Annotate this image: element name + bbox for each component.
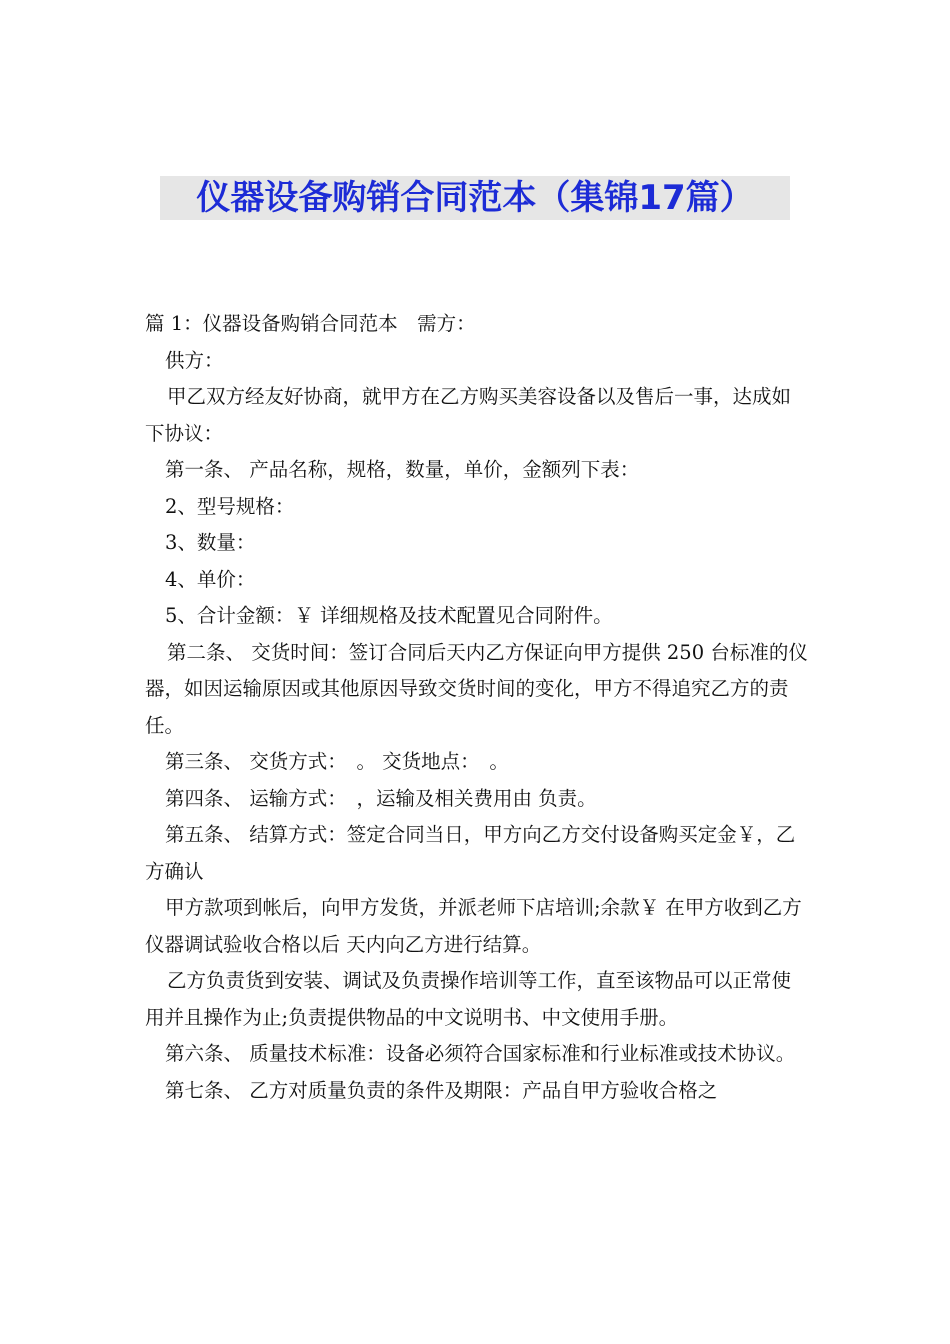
paragraph-7: 4、单价：: [165, 567, 256, 591]
paragraph-3: 甲乙双方经友好协商，就甲方在乙方购买美容设备以及售后一事，达成如下协议：: [145, 385, 792, 445]
paragraph-16: 第七条、 乙方对质量负责的条件及期限：产品自甲方验收合格之: [165, 1078, 718, 1102]
paragraph-11: 第四条、 运输方式： ，运输及相关费用由 负责。: [165, 786, 597, 810]
paragraph-5: 2、型号规格：: [165, 494, 295, 518]
document-body: [145, 306, 810, 1109]
paragraph-9: 第二条、 交货时间：签订合同后天内乙方保证向甲方提供 250 台标准的仪器，如因运输原因或其他原因导致交货时间的变化，甲方不得追究乙方的责任。: [145, 640, 808, 737]
document-title: 仪器设备购销合同范本（集锦17篇）: [196, 178, 754, 218]
paragraph-15: 第六条、 质量技术标准：设备必须符合国家标准和行业标准或技术协议。: [165, 1042, 796, 1065]
paragraph-10: 第三条、 交货方式： 。 交货地点： 。: [165, 750, 509, 773]
paragraph-4: 第一条、 产品名称，规格，数量，单价，金额列下表：: [165, 458, 640, 481]
paragraph-1: 篇 1：仪器设备购销合同范本 需方：: [145, 312, 476, 335]
paragraph-12: 第五条、 结算方式：签定合同当日，甲方向乙方交付设备购买定金￥，乙方确认: [145, 823, 796, 883]
paragraph-6: 3、数量：: [165, 531, 256, 554]
paragraph-13: 甲方款项到帐后，向甲方发货，并派老师下店培训;余款￥ 在甲方收到乙方仪器调试验收合格以后 天内向乙方进行结算。: [145, 896, 802, 956]
paragraph-8: 5、合计金额：￥ 详细规格及技术配置见合同附件。: [165, 604, 613, 627]
paragraph-14: 乙方负责货到安装、调试及负责操作培训等工作，直至该物品可以正常使用并且操作为止;负责提供物品的中文说明书、中文使用手册。: [145, 969, 792, 1029]
paragraph-2: 供方：: [165, 348, 224, 372]
